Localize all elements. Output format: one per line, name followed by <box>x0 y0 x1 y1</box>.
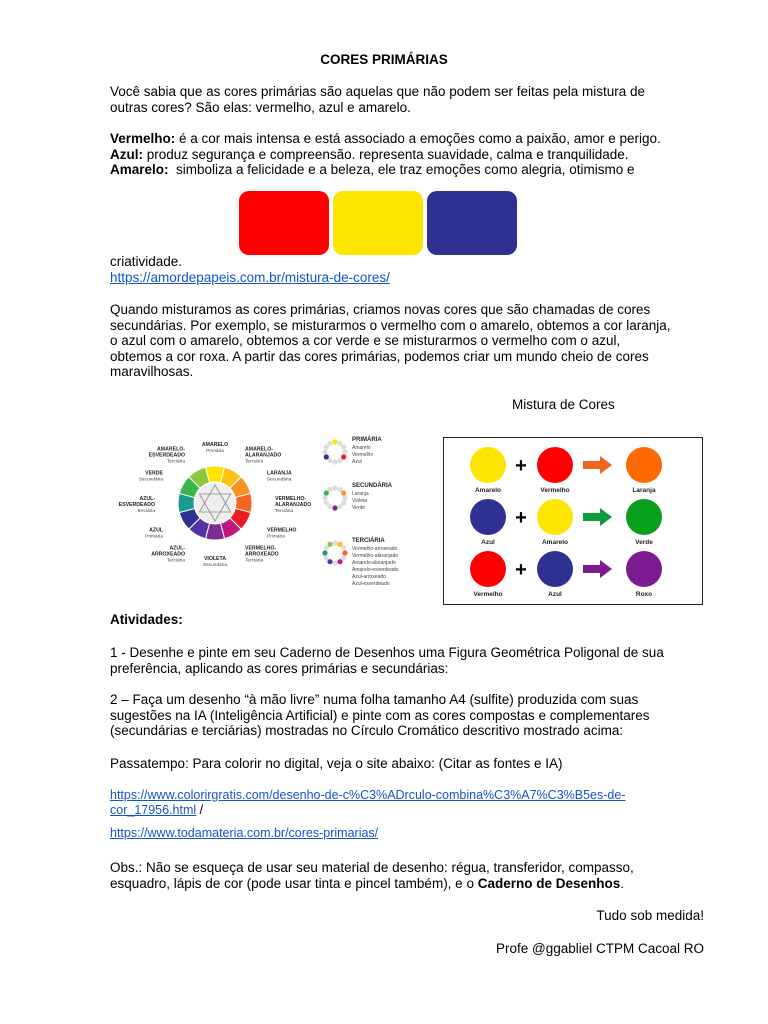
wheel-label: AZUL <box>149 527 163 534</box>
secondary-line: secundárias. Por exemplo, se misturarmos o vermelho com o amarelo, obtemos a cor laranja, <box>110 317 671 333</box>
wheel-label: VERMELHO <box>267 527 297 534</box>
legend-dot <box>324 545 329 550</box>
wheel-label: ARROXEADO <box>245 551 279 558</box>
mix-label: Vermelho <box>473 591 503 598</box>
legend-dot <box>327 542 332 547</box>
activity-2-line: 2 – Faça um desenho “à mão livre” numa folha tamanho A4 (sulfite) produzida com suas <box>110 692 639 707</box>
wheel-label: AZUL- <box>169 545 185 552</box>
wheel-label: VERMELHO- <box>275 496 307 502</box>
intro-line: outras cores? São elas: vermelho, azul e amarelo. <box>110 99 411 115</box>
legend-dot <box>341 500 346 505</box>
legend-dot <box>324 454 329 459</box>
legend-dot <box>332 540 337 545</box>
mix-label: Azul <box>548 591 562 598</box>
wheel-label-type: Terciária <box>275 509 294 514</box>
legend-dot <box>332 459 337 464</box>
legend-dot <box>324 444 329 449</box>
link-todamateria-anchor[interactable]: https://www.todamateria.com.br/cores-primarias/ <box>110 826 379 840</box>
wheel-center <box>195 483 235 523</box>
activity-1-line: preferência, aplicando as cores primárias e secundárias: <box>110 660 449 676</box>
mix-label: Verde <box>635 539 653 546</box>
legend-dot <box>342 449 347 454</box>
blue-swatch <box>427 191 517 255</box>
plus-icon: + <box>515 507 527 529</box>
legend-dot <box>324 555 329 560</box>
legend-item: Amarelo <box>352 445 371 451</box>
wheel-label-type: Secundária <box>202 563 228 568</box>
vermelho-label: Vermelho: <box>110 131 176 146</box>
legend-dot <box>324 500 329 505</box>
closing: Tudo sob medida! <box>596 908 704 923</box>
mix-result <box>626 499 662 535</box>
legend-item: Vermelho-alaranjado <box>352 553 399 559</box>
wheel-label: VERMELHO- <box>245 545 277 552</box>
wheel-label: ALARANJADO <box>245 452 282 459</box>
vermelho-line <box>110 131 704 147</box>
link-colorirgratis[interactable] <box>110 788 704 817</box>
legend-dot <box>332 485 337 490</box>
mix-label: Laranja <box>632 487 656 494</box>
link-todamateria[interactable] <box>110 826 704 842</box>
legend-dot <box>327 504 332 509</box>
wheel-label: AMARELO <box>201 442 229 448</box>
mix-label: Vermelho <box>540 487 570 494</box>
obs-text: esquadro, lápis de cor (pode usar tinta e pincel também), e o <box>110 875 478 891</box>
legend-dot <box>337 504 342 509</box>
signature: Profe @ggabliel CTPM Cacoal RO <box>495 941 704 956</box>
legend-dot <box>341 454 346 459</box>
color-wheel-figure <box>110 425 435 595</box>
secondary-line: Quando misturamos as cores primárias, criamos novas cores que são chamadas de cores <box>110 302 651 317</box>
activities-title: Atividades: <box>110 612 183 627</box>
obs-bold: Caderno de Desenhos <box>477 875 621 891</box>
mix-color-a <box>470 499 506 535</box>
legend-dot <box>322 449 327 454</box>
obs-line: Obs.: Não se esqueça de usar seu material de desenho: régua, transferidor, compasso, <box>110 860 634 875</box>
legend-dot <box>324 490 329 495</box>
link-colorirgratis-anchor[interactable]: https://www.colorirgratis.com/desenho-de-c%C3%ADrculo-combina%C3%A7%C3%B5es-de- <box>110 788 626 802</box>
legend-dot <box>342 495 347 500</box>
wheel-label-type: Primária <box>206 449 224 454</box>
activity-2-line: (secundárias e terciárias) mostradas no Círculo Cromático descritivo mostrado acima: <box>110 723 624 738</box>
legend-item: Violeta <box>352 498 368 504</box>
amarelo-text: simboliza a felicidade e a beleza, ele traz emoções como alegria, otimismo e <box>168 162 635 177</box>
legend-dot <box>327 487 332 492</box>
wheel-label: LARANJA <box>267 470 292 477</box>
legend-dot <box>327 559 332 564</box>
legend-item: Vermelho-arroxeado <box>352 546 398 552</box>
intro-paragraph <box>110 84 704 115</box>
legend-title: TERCIÁRIA <box>352 538 385 544</box>
red-swatch <box>239 191 329 255</box>
mix-label: Azul <box>481 539 495 546</box>
wheel-label: AMARELO- <box>157 446 185 453</box>
mix-result <box>626 551 662 587</box>
mixing-figure <box>443 437 703 605</box>
legend-dot <box>332 560 337 565</box>
legend-item: Laranja <box>352 491 369 497</box>
wheel-label: AZUL- <box>139 496 155 502</box>
wheel-label-type: Primária <box>145 534 163 540</box>
legend-dot <box>341 444 346 449</box>
wheel-label: VIOLETA <box>203 556 227 562</box>
link-amordepapeis-anchor[interactable]: https://amordepapeis.com.br/mistura-de-cores/ <box>110 270 390 285</box>
legend-dot <box>332 505 337 510</box>
plus-icon: + <box>515 559 527 581</box>
mix-color-b <box>537 447 573 483</box>
azul-label: Azul: <box>110 146 143 162</box>
secondary-line: obtemos a cor roxa. A partir das cores primárias, podemos criar um mundo cheio de cores <box>110 348 649 364</box>
wheel-label: ALARANJADO <box>275 502 312 508</box>
mix-label: Roxo <box>635 591 653 598</box>
intro-line: Você sabia que as cores primárias são aquelas que não podem ser feitas pela mistura de <box>110 84 646 99</box>
wheel-label-type: Terciária <box>166 558 185 564</box>
wheel-label-type: Terciária <box>245 459 264 465</box>
legend-dot <box>342 550 347 555</box>
secondary-line: maravilhosas. <box>110 364 194 379</box>
link-colorirgratis-anchor-2[interactable]: cor_17956.html <box>110 802 197 817</box>
wheel-label: AMARELO- <box>245 446 273 453</box>
legend-dot <box>322 495 327 500</box>
mix-color-b <box>537 551 573 587</box>
page-title: CORES PRIMÁRIAS <box>320 52 448 67</box>
wheel-label-type: Terciária <box>136 509 155 514</box>
link-amordepapeis[interactable] <box>110 270 704 286</box>
legend-item: Azul-esverdeado <box>352 581 390 587</box>
legend-item: Vermelho <box>352 452 374 458</box>
activity-1 <box>110 645 704 676</box>
legend-dot <box>337 458 342 463</box>
mix-label: Amarelo <box>474 487 502 494</box>
mix-color-b <box>537 499 573 535</box>
legend-dot <box>337 441 342 446</box>
legend-item: Amarelo-alaranjado <box>352 560 396 566</box>
yellow-swatch <box>333 191 423 255</box>
legend-item: Azul-arroxeado <box>352 574 386 580</box>
activity-2 <box>110 692 704 739</box>
obs-paragraph <box>110 860 704 891</box>
legend-dot <box>332 439 337 444</box>
legend-dot <box>337 487 342 492</box>
amarelo-line <box>110 162 704 178</box>
color-descriptions <box>110 131 704 178</box>
wheel-label: ESVERDEADO <box>148 452 185 459</box>
wheel-label-type: Secundária <box>267 477 292 483</box>
legend-item: Azul <box>352 459 362 465</box>
pastime: Passatempo: Para colorir no digital, veja o site abaixo: (Citar as fontes e IA) <box>110 756 563 771</box>
mix-color-a <box>470 551 506 587</box>
wheel-label-type: Terciária <box>245 558 264 564</box>
vermelho-text: é a cor mais intensa e está associado a emoções como a paixão, amor e perigo. <box>175 131 661 146</box>
obs-line-2 <box>110 876 704 892</box>
wheel-label-type: Secundária <box>138 477 163 483</box>
legend-dot <box>327 458 332 463</box>
legend-dot <box>327 441 332 446</box>
mix-label: Amarelo <box>541 539 569 546</box>
legend-dot <box>341 555 346 560</box>
secondary-line: o azul com o amarelo, obtemos a cor verde e se misturarmos o vermelho com o azul, <box>110 333 621 348</box>
legend-title: SECUNDÁRIA <box>352 483 393 489</box>
wheel-label: ESVERDEADO <box>118 502 155 508</box>
obs-end: . <box>620 875 625 891</box>
plus-icon: + <box>515 455 527 477</box>
azul-text: produz segurança e compreensão. representa suavidade, calma e tranquilidade. <box>143 146 629 162</box>
amarelo-continuation: criatividade. <box>110 254 183 269</box>
legend-dot <box>337 559 342 564</box>
wheel-label: ARROXEADO <box>151 551 185 558</box>
secondary-paragraph <box>110 302 704 380</box>
link-separator: / <box>196 802 204 817</box>
legend-item: Amarelo-esverdeado <box>352 567 399 573</box>
azul-line <box>110 147 704 163</box>
legend-dot <box>337 542 342 547</box>
wheel-label: VERDE <box>145 470 163 477</box>
mix-title: Mistura de Cores <box>512 397 615 412</box>
activity-2-line: sugestões na IA (Inteligência Artificial) e pinte com as cores compostas e complementares <box>110 707 650 723</box>
wheel-label-type: Terciária <box>166 459 185 465</box>
legend-dot <box>322 550 327 555</box>
mix-result <box>626 447 662 483</box>
wheel-label-type: Primária <box>267 534 285 540</box>
amarelo-label: Amarelo: <box>110 162 169 177</box>
mix-color-a <box>470 447 506 483</box>
legend-dot <box>341 545 346 550</box>
legend-item: Verde <box>352 505 366 511</box>
legend-title: PRIMÁRIA <box>352 437 382 443</box>
activity-1-line: 1 - Desenhe e pinte em seu Caderno de Desenhos uma Figura Geométrica Poligonal de sua <box>110 645 664 660</box>
legend-dot <box>341 490 346 495</box>
